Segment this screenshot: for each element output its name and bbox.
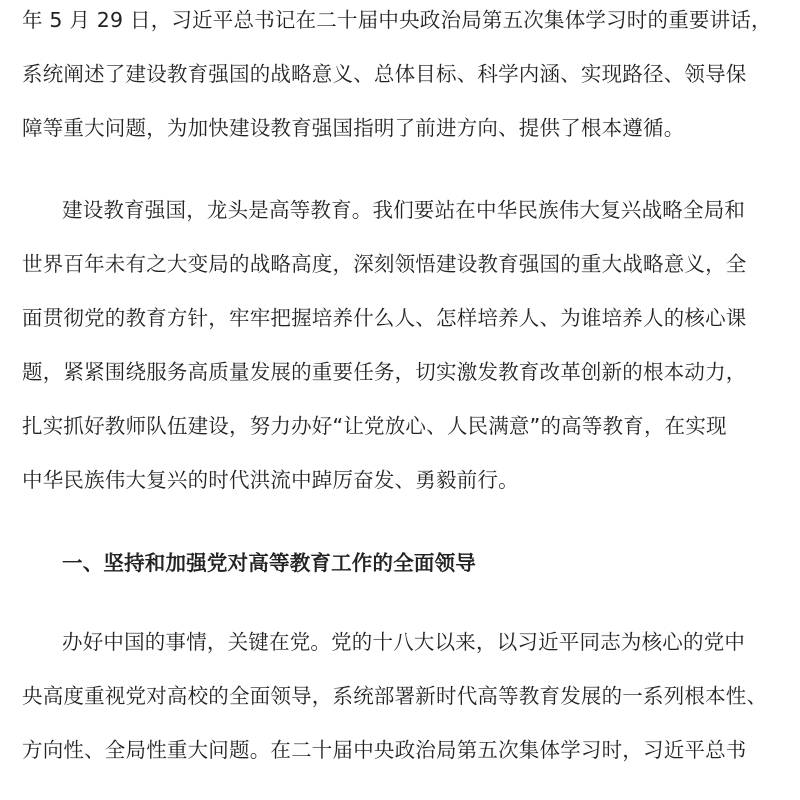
paragraph-3-line-1: 办好中国的事情，关键在党。党的十八大以来，以习近平同志为核心的党中 bbox=[62, 630, 746, 654]
paragraph-3-line-3: 方向性、全局性重大问题。在二十届中央政治局第五次集体学习时，习近平总书 bbox=[22, 738, 747, 762]
paragraph-1-line-2: 系统阐述了建设教育强国的战略意义、总体目标、科学内涵、实现路径、领导保 bbox=[22, 62, 747, 86]
section-heading: 一、坚持和加强党对高等教育工作的全面领导 bbox=[62, 551, 476, 575]
paragraph-2-line-4: 题，紧紧围绕服务高质量发展的重要任务，切实激发教育改革创新的根本动力， bbox=[22, 360, 747, 384]
paragraph-3-line-2: 央高度重视党对高校的全面领导，系统部署新时代高等教育发展的一系列根本性、 bbox=[22, 684, 768, 708]
paragraph-1-line-1: 年 5 月 29 日，习近平总书记在二十届中央政治局第五次集体学习时的重要讲话， bbox=[22, 8, 772, 32]
paragraph-1-line-3: 障等重大问题，为加快建设教育强国指明了前进方向、提供了根本遵循。 bbox=[22, 116, 685, 140]
paragraph-2-line-1: 建设教育强国，龙头是高等教育。我们要站在中华民族伟大复兴战略全局和 bbox=[62, 198, 746, 222]
paragraph-2-line-6: 中华民族伟大复兴的时代洪流中踔厉奋发、勇毅前行。 bbox=[22, 468, 519, 492]
paragraph-2-line-5: 扎实抓好教师队伍建设，努力办好“让党放心、人民满意”的高等教育，在实现 bbox=[22, 414, 727, 438]
paragraph-2-line-3: 面贯彻党的教育方针，牢牢把握培养什么人、怎样培养人、为谁培养人的核心课 bbox=[22, 306, 747, 330]
paragraph-2-line-2: 世界百年未有之大变局的战略高度，深刻领悟建设教育强国的重大战略意义，全 bbox=[22, 252, 747, 276]
